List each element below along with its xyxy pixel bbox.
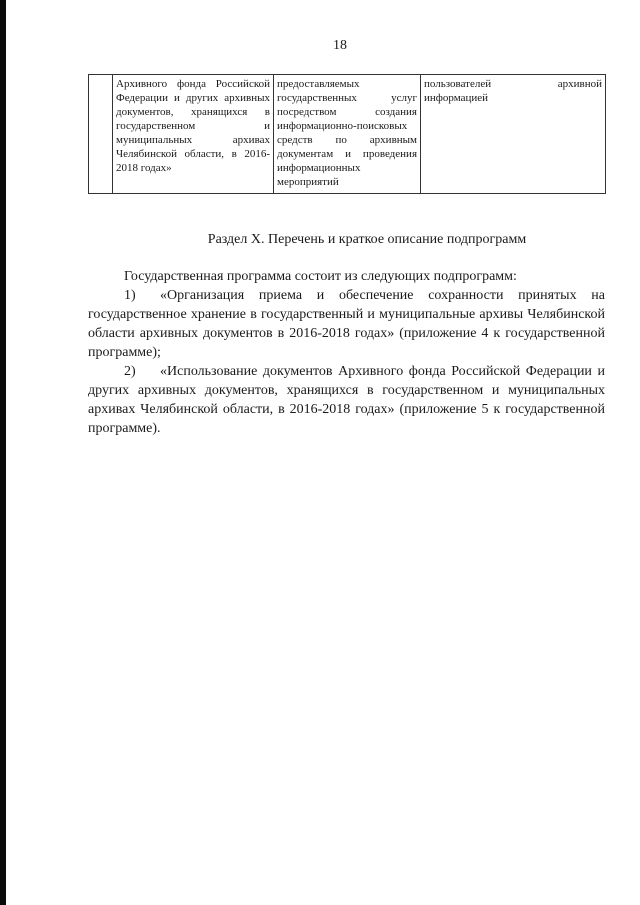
- table-cell-number: [89, 75, 113, 194]
- continuation-table: [88, 74, 606, 194]
- section-heading: Раздел X. Перечень и краткое описание подпрограмм: [207, 232, 527, 247]
- list-item-text: «Организация приема и обеспечение сохранности принятых на государственное хранение в государственный и муниципальные архивы Челябинской области архивных документов в 2016-2018 годах» (приложение 4 к государственной программе);: [88, 288, 605, 360]
- intro-paragraph: Государственная программа состоит из следующих подпрограмм:: [124, 269, 517, 284]
- list-item-text: «Использование документов Архивного фонда Российской Федерации и других архивных документов, хранящихся в государственном и муниципальных архивах Челябинской области, в 2016-2018 годах» (приложение 5 к государственной программе).: [88, 364, 605, 436]
- list-item: [88, 286, 605, 362]
- body-text: [88, 267, 605, 438]
- list-item-number: 2): [124, 364, 136, 379]
- table-row: [89, 75, 606, 194]
- table-cell-activity: предоставляемых государственных услуг посредством создания информационно-поисковых средств по архивным документам и проведения информационных мероприятий: [274, 75, 421, 194]
- page-number: 18: [333, 38, 347, 53]
- table-cell-result: пользователей архивной информацией: [421, 75, 606, 194]
- list-item-number: 1): [124, 288, 136, 303]
- list-item: [88, 362, 605, 438]
- table-cell-name: Архивного фонда Российской Федерации и других архивных документов, хранящихся в государственном и муниципальных архивах Челябинской области, в 2016-2018 годах»: [113, 75, 274, 194]
- scan-edge-bar: [0, 0, 6, 905]
